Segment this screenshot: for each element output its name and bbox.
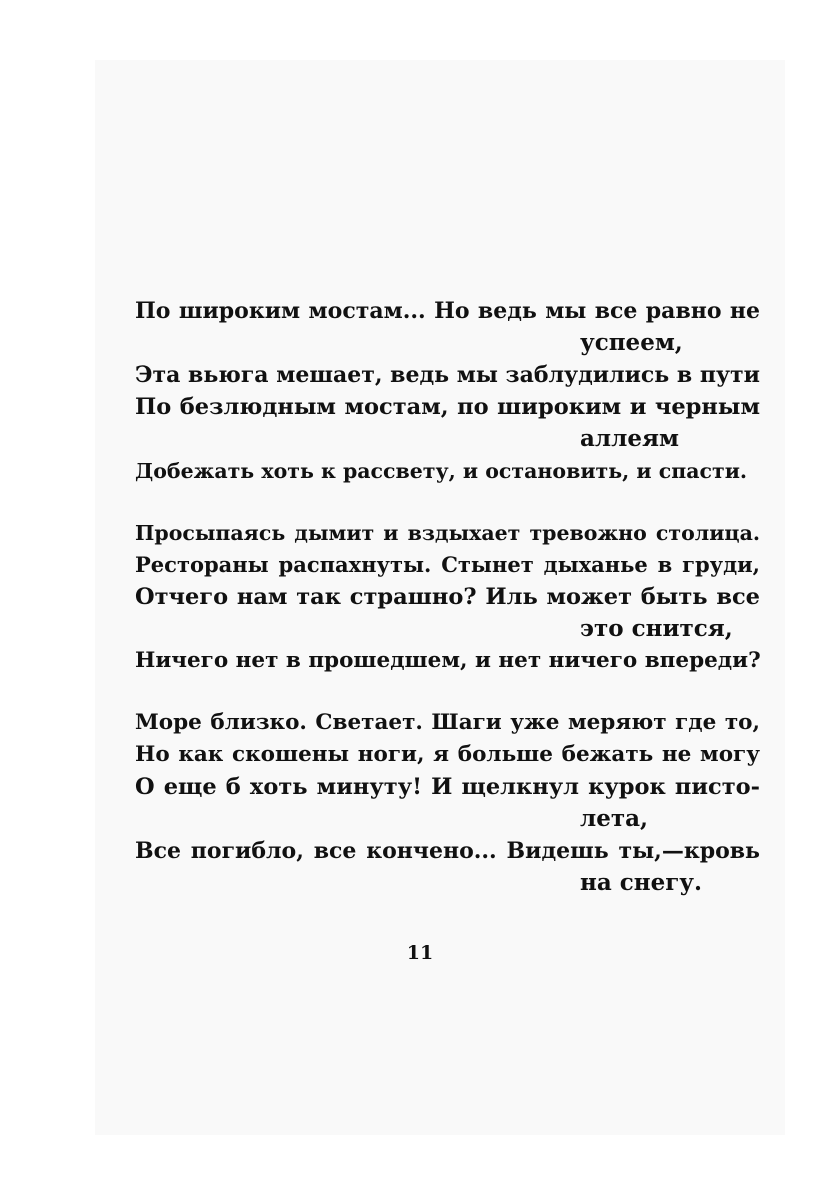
verse-continuation: это снится, [580,615,733,642]
stanza-gap [135,487,760,517]
verse-line: Рестораны распахнуты. Стынет дыханье в груди, [135,552,760,577]
page-number: 11 [406,942,434,964]
stanza-gap [135,677,760,707]
verse-line: Все погибло, все кончено... Видешь ты,—кровь [135,838,760,864]
verse-continuation: на снегу. [580,869,703,896]
stanza [135,707,760,899]
stanza [135,295,760,487]
verse-line: Но как скошены ноги, я больше бежать не могу [135,742,760,767]
verse-line: По широким мостам... Но ведь мы все равно не [135,298,760,324]
verse-line: Просыпаясь дымит и вздыхает тревожно столица. [135,521,760,545]
verse-continuation: аллеям [580,425,679,452]
verse-line: Ничего нет в прошедшем, и нет ничего впереди? [135,648,761,673]
verse-continuation: лета, [580,805,649,832]
poem [135,295,760,899]
verse-line: Эта вьюга мешает, ведь мы заблудились в пути [135,362,760,388]
verse-line: По безлюдным мостам, по широким и черным [135,394,760,420]
verse-continuation: успеем, [580,329,683,356]
verse-line: Море близко. Светает. Шаги уже меряют где то, [135,710,760,735]
stanza [135,517,760,677]
verse-line: Добежать хоть к рассвету, и остановить, и спасти. [135,459,748,483]
verse-line: Отчего нам так страшно? Иль может быть все [135,584,760,610]
verse-line: О еще б хоть минуту! И щелкнул курок писто- [135,774,760,800]
